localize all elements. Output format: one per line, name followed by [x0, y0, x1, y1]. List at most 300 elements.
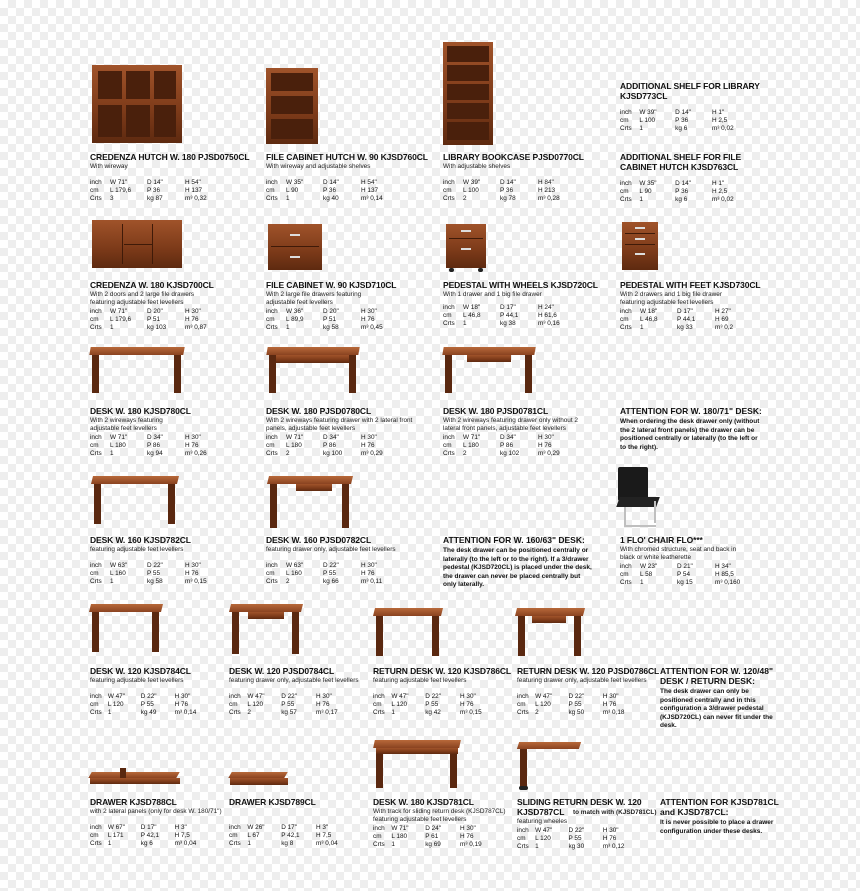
spec-cell: inch	[266, 179, 278, 186]
spec-cell: inch	[620, 308, 632, 315]
spec-cell: L 179,6	[110, 187, 132, 194]
product-title: SLIDING RETURN DESK W. 120 KJSD787CL	[517, 797, 642, 817]
file-cabinet-hutch-image	[266, 68, 318, 144]
spec-cell: inch	[266, 308, 278, 315]
product-title: DESK W. 180 KJSD780CL	[90, 406, 191, 416]
product-desc: With wireway and adjustable shelves	[266, 163, 371, 170]
note-title: ATTENTION FOR KJSD781CL and KJSD787CL:	[660, 797, 779, 817]
product-title: DRAWER KJSD788CL	[90, 797, 177, 807]
spec-cell: kg 57	[281, 709, 297, 716]
spec-cell: cm	[90, 187, 99, 194]
spec-cell: inch	[620, 109, 632, 116]
spec-cell: Crts	[373, 709, 385, 716]
spec-cell: inch	[90, 693, 102, 700]
product-desk-120-kjsd784	[90, 666, 228, 717]
spec-cell: W 47"	[391, 693, 409, 700]
spec-cell: D 14"	[500, 179, 516, 186]
spec-table	[266, 562, 436, 586]
spec-cell: 3	[110, 195, 114, 202]
spec-cell: H 24"	[538, 304, 554, 311]
spec-cell: H 3"	[316, 824, 329, 831]
spec-cell: D 14"	[675, 180, 691, 187]
spec-cell: W 67"	[107, 824, 125, 831]
spec-cell: D 22"	[323, 562, 339, 569]
spec-cell: H 76	[538, 442, 552, 449]
spec-cell: 1	[107, 840, 112, 847]
spec-cell: cm	[90, 442, 99, 449]
spec-cell: P 86	[147, 442, 161, 449]
spec-cell: H 1"	[711, 180, 725, 187]
spec-cell: m³ 0,14	[361, 195, 383, 202]
spec-cell: W 71"	[286, 434, 304, 441]
product-title: DESK W. 180 KJSD781CL	[373, 797, 474, 807]
spec-cell: kg 103	[147, 324, 167, 331]
product-return-desk-kjsd786	[373, 666, 515, 717]
library-bookcase-image	[443, 42, 493, 145]
spec-cell: Crts	[266, 450, 278, 457]
spec-cell: 2	[286, 578, 290, 585]
spec-cell: W 23"	[640, 563, 658, 570]
note-body: It is never possible to place a drawer configuration under these desks.	[660, 819, 774, 835]
product-desc: With 2 wireways featuring adjustable feet levellers	[90, 417, 163, 432]
spec-cell: m³ 0,11	[361, 578, 383, 585]
spec-cell: inch	[90, 308, 102, 315]
note-title: ATTENTION FOR W. 120/48" DESK / RETURN DESK:	[660, 666, 773, 686]
spec-cell: L 120	[247, 701, 264, 708]
spec-cell: inch	[517, 827, 529, 834]
return-desk-pjsd0786-image	[516, 608, 584, 658]
product-pedestal-feet	[620, 280, 790, 332]
spec-cell: Crts	[90, 450, 102, 457]
spec-cell: kg 49	[140, 709, 157, 716]
spec-cell: kg 94	[147, 450, 163, 457]
spec-cell: Crts	[517, 843, 529, 850]
spec-cell: Crts	[517, 709, 529, 716]
spec-cell: L 100	[639, 117, 656, 124]
note-title: ATTENTION FOR W. 160/63" DESK:	[443, 535, 585, 545]
product-desk-120-pjsd0784	[229, 666, 371, 717]
spec-cell: cm	[90, 570, 99, 577]
spec-cell: H 2,5	[711, 188, 728, 195]
desk-180-pjsd0781-image	[443, 347, 535, 395]
spec-cell: H 30"	[602, 693, 619, 700]
spec-cell: 2	[247, 709, 251, 716]
spec-cell: kg 8	[281, 840, 294, 847]
spec-cell: m³ 0,17	[316, 709, 338, 716]
spec-cell: m³ 0,14	[174, 709, 197, 716]
spec-cell: H 30"	[361, 434, 377, 441]
spec-cell: Crts	[229, 709, 241, 716]
spec-cell: inch	[229, 824, 241, 831]
product-credenza-hutch	[90, 152, 260, 203]
spec-cell: W 47"	[535, 693, 553, 700]
product-title: CREDENZA HUTCH W. 180 PJSD0750CL	[90, 152, 250, 162]
spec-table	[517, 827, 657, 851]
product-desc: With track for sliding return desk (KJSD787CL) featuring adjustable feet levellers	[373, 808, 506, 823]
spec-table	[373, 825, 515, 849]
spec-cell: inch	[517, 693, 529, 700]
spec-cell: m³ 0,26	[185, 450, 207, 457]
product-desc: With 2 doors and 2 large file drawers featuring adjustable feet levellers	[90, 291, 195, 306]
spec-cell: kg 58	[323, 324, 339, 331]
spec-cell: 1	[640, 324, 644, 331]
spec-cell: inch	[90, 562, 102, 569]
spec-table	[90, 562, 260, 586]
spec-table	[229, 693, 371, 717]
spec-cell: D 24"	[425, 825, 441, 832]
spec-cell: W 39"	[639, 109, 657, 116]
spec-cell: m³ 0,87	[185, 324, 207, 331]
spec-cell: Crts	[266, 578, 278, 585]
spec-cell: Crts	[266, 324, 278, 331]
spec-cell: L 171	[107, 832, 124, 839]
spec-cell: D 22"	[568, 693, 585, 700]
spec-cell: D 14"	[147, 179, 163, 186]
note-body: The desk drawer can only be positioned centrally and in this configuration a 3/drawer pedestal (KJSD720CL) can never fit under the desk.	[660, 688, 773, 729]
spec-cell: L 180	[286, 442, 302, 449]
spec-cell: Crts	[90, 709, 102, 716]
product-title-suffix: to match with (KJSD781CL)	[573, 809, 657, 816]
spec-cell: L 120	[107, 701, 124, 708]
spec-cell: kg 58	[147, 578, 163, 585]
spec-cell: Crts	[620, 196, 632, 203]
spec-cell: cm	[443, 187, 452, 194]
spec-cell: m³ 0,04	[316, 840, 338, 847]
spec-cell: H 30"	[361, 308, 377, 315]
spec-cell: D 14"	[675, 109, 691, 116]
spec-cell: L 120	[535, 835, 551, 842]
spec-cell: inch	[443, 179, 455, 186]
spec-cell: kg 33	[677, 324, 693, 331]
spec-cell: H 61,6	[538, 312, 557, 319]
product-desc: featuring adjustable feet levellers	[90, 546, 184, 553]
spec-cell: kg 102	[500, 450, 520, 457]
spec-cell: W 18"	[640, 308, 658, 315]
product-title: CREDENZA W. 180 KJSD700CL	[90, 280, 214, 290]
spec-cell: H 30"	[316, 693, 332, 700]
product-title: DRAWER KJSD789CL	[229, 797, 316, 807]
spec-table	[229, 824, 371, 848]
product-file-cabinet-hutch	[266, 152, 436, 203]
spec-table	[90, 693, 228, 717]
product-additional-shelf-file	[620, 152, 770, 204]
spec-cell: H 54"	[361, 179, 377, 186]
spec-table	[620, 563, 790, 587]
product-title: DESK W. 120 KJSD784CL	[90, 666, 191, 676]
spec-cell: 1	[110, 450, 114, 457]
product-flo-chair	[620, 535, 790, 587]
spec-cell: H 7,5	[174, 832, 190, 839]
spec-cell: inch	[443, 434, 455, 441]
spec-cell: 2	[463, 195, 467, 202]
product-title: LIBRARY BOOKCASE PJSD0770CL	[443, 152, 584, 162]
spec-cell: cm	[229, 832, 238, 839]
product-desc: featuring wheeles	[517, 818, 568, 825]
spec-cell: P 55	[147, 570, 161, 577]
spec-cell: D 21"	[677, 563, 693, 570]
spec-cell: H 30"	[361, 562, 377, 569]
desk-180-kjsd780-image	[90, 347, 184, 395]
desk-160-kjsd782-image	[92, 476, 178, 526]
spec-cell: m³ 0,29	[538, 450, 560, 457]
spec-cell: cm	[90, 832, 99, 839]
spec-cell: W 47"	[247, 693, 265, 700]
spec-cell: cm	[266, 570, 275, 577]
spec-cell: H 76	[460, 833, 474, 840]
product-title: ADDITIONAL SHELF FOR LIBRARY KJSD773CL	[620, 81, 760, 101]
spec-cell: W 47"	[535, 827, 553, 834]
product-title: RETURN DESK W. 120 KJSD786CL	[373, 666, 511, 676]
product-title: DESK W. 180 PJSD0780CL	[266, 406, 372, 416]
spec-cell: inch	[266, 562, 278, 569]
note-kjsd781	[660, 797, 780, 836]
spec-cell: kg 69	[425, 841, 441, 848]
spec-cell: cm	[266, 316, 275, 323]
spec-cell: D 20"	[323, 308, 339, 315]
credenza-image	[92, 220, 182, 270]
spec-cell: W 63"	[286, 562, 304, 569]
spec-cell: H 27"	[715, 308, 731, 315]
spec-cell: H 76	[174, 701, 189, 708]
spec-cell: cm	[620, 316, 629, 323]
product-title: DESK W. 120 PJSD0784CL	[229, 666, 335, 676]
spec-cell: inch	[266, 434, 278, 441]
spec-cell: 2	[535, 709, 539, 716]
spec-cell: m³ 0,02	[711, 196, 734, 203]
spec-cell: Crts	[620, 579, 632, 586]
product-desk-160-pjsd0782	[266, 535, 436, 586]
spec-cell: P 54	[677, 571, 691, 578]
spec-cell: D 34"	[147, 434, 163, 441]
spec-table	[373, 693, 515, 717]
spec-cell: D 17"	[281, 824, 297, 831]
spec-cell: L 67	[247, 832, 260, 839]
spec-cell: m³ 0,2	[715, 324, 734, 331]
spec-cell: H 84"	[538, 179, 554, 186]
spec-table	[90, 179, 260, 203]
spec-cell: cm	[229, 701, 238, 708]
spec-cell: P 36	[500, 187, 514, 194]
spec-cell: H 213	[538, 187, 556, 194]
spec-cell: kg 40	[323, 195, 339, 202]
return-desk-kjsd786-image	[374, 608, 442, 658]
spec-cell: P 36	[147, 187, 161, 194]
spec-cell: W 71"	[110, 308, 128, 315]
spec-table	[90, 824, 228, 848]
product-drawer-kjsd789	[229, 797, 371, 848]
desk-180-kjsd781-image	[374, 740, 460, 790]
pedestal-feet-image	[622, 222, 658, 272]
product-desc: With 2 drawers and 1 big file drawer featuring adjustable feet levellers	[620, 291, 722, 306]
spec-cell: H 69	[715, 316, 729, 323]
spec-cell: H 30"	[185, 434, 201, 441]
spec-cell: P 36	[675, 188, 689, 195]
spec-cell: D 22"	[568, 827, 585, 834]
spec-cell: H 137	[185, 187, 203, 194]
spec-cell: m³ 0,04	[174, 840, 197, 847]
product-title: PEDESTAL WITH FEET KJSD730CL	[620, 280, 761, 290]
spec-cell: cm	[620, 571, 629, 578]
spec-cell: inch	[373, 693, 385, 700]
spec-cell: Crts	[229, 840, 241, 847]
spec-cell: L 46,8	[463, 312, 481, 319]
spec-cell: m³ 0,19	[460, 841, 482, 848]
spec-cell: P 42,1	[281, 832, 300, 839]
spec-cell: H 30"	[460, 825, 476, 832]
product-title: DESK W. 180 PJSD0781CL	[443, 406, 549, 416]
product-file-cabinet	[266, 280, 436, 332]
spec-cell: H 76	[460, 701, 474, 708]
spec-cell: 1	[286, 324, 290, 331]
product-title: ADDITIONAL SHELF FOR FILE CABINET HUTCH KJSD763CL	[620, 152, 742, 172]
product-title: DESK W. 160 KJSD782CL	[90, 535, 191, 545]
desk-180-pjsd0780-image	[267, 347, 359, 395]
product-sliding-return	[517, 797, 657, 851]
spec-cell: cm	[266, 187, 275, 194]
spec-table	[620, 180, 770, 204]
spec-cell: P 55	[568, 701, 582, 708]
spec-cell: Crts	[620, 125, 632, 132]
spec-cell: m³ 0,18	[602, 709, 625, 716]
note-w180	[620, 406, 765, 452]
spec-cell: 1	[391, 709, 395, 716]
product-desc: With adjustable shelves	[443, 163, 511, 170]
spec-cell: 1	[110, 324, 114, 331]
spec-cell: P 55	[140, 701, 154, 708]
spec-cell: cm	[620, 188, 629, 195]
spec-cell: D 20"	[147, 308, 163, 315]
spec-cell: inch	[620, 563, 632, 570]
note-w160	[443, 535, 593, 590]
spec-cell: inch	[90, 434, 102, 441]
spec-cell: H 30"	[460, 693, 476, 700]
spec-cell: kg 6	[140, 840, 153, 847]
spec-cell: W 39"	[463, 179, 481, 186]
spec-cell: L 90	[286, 187, 299, 194]
product-title: DESK W. 160 PJSD0782CL	[266, 535, 372, 545]
spec-cell: D 22"	[140, 693, 157, 700]
spec-cell: H 30"	[185, 308, 201, 315]
spec-table	[443, 179, 613, 203]
product-desc: With 1 drawer and 1 big file drawer	[443, 291, 542, 298]
spec-cell: m³ 0,45	[361, 324, 383, 331]
spec-cell: W 35"	[286, 179, 304, 186]
spec-cell: L 89,9	[286, 316, 304, 323]
spec-cell: H 2,5	[711, 117, 728, 124]
spec-cell: kg 100	[323, 450, 343, 457]
spec-table	[443, 304, 613, 328]
spec-cell: kg 87	[147, 195, 163, 202]
spec-cell: inch	[443, 304, 455, 311]
spec-cell: inch	[90, 824, 102, 831]
product-title: FILE CABINET HUTCH W. 90 KJSD760CL	[266, 152, 428, 162]
spec-table	[443, 434, 613, 458]
sliding-return-image	[518, 742, 580, 790]
spec-cell: cm	[517, 701, 526, 708]
spec-cell: kg 42	[425, 709, 441, 716]
spec-cell: H 76	[361, 570, 375, 577]
spec-cell: D 17"	[500, 304, 516, 311]
spec-cell: P 44,1	[677, 316, 696, 323]
spec-cell: P 86	[500, 442, 514, 449]
spec-cell: kg 6	[675, 125, 688, 132]
spec-table	[266, 434, 436, 458]
spec-cell: P 51	[147, 316, 161, 323]
product-desc: With wireway	[90, 163, 128, 170]
spec-table	[90, 434, 260, 458]
spec-cell: P 55	[568, 835, 582, 842]
spec-cell: P 44,1	[500, 312, 519, 319]
spec-cell: H 7,5	[316, 832, 332, 839]
spec-cell: D 22"	[281, 693, 297, 700]
product-title: PEDESTAL WITH WHEELS KJSD720CL	[443, 280, 598, 290]
spec-cell: H 3"	[174, 824, 187, 831]
product-title: 1 FLO' CHAIR FLO***	[620, 535, 703, 545]
spec-cell: W 63"	[110, 562, 128, 569]
spec-cell: H 76	[602, 701, 617, 708]
spec-cell: 1	[286, 195, 290, 202]
spec-cell: cm	[443, 442, 452, 449]
note-body: When ordering the desk drawer only (without the 2 lateral front panels) the drawer can be positioned centrally or laterally (to the left or to the right).	[620, 418, 760, 451]
flo-chair-image	[616, 467, 664, 529]
spec-cell: Crts	[443, 450, 455, 457]
product-return-desk-pjsd0786	[517, 666, 660, 717]
spec-table	[90, 308, 260, 332]
spec-cell: L 180	[463, 442, 479, 449]
spec-cell: D 34"	[500, 434, 516, 441]
spec-cell: 2	[463, 450, 467, 457]
spec-cell: cm	[443, 312, 452, 319]
spec-cell: inch	[620, 180, 632, 187]
spec-cell: P 55	[425, 701, 439, 708]
file-cabinet-image	[268, 224, 322, 272]
spec-cell: W 18"	[463, 304, 481, 311]
spec-cell: Crts	[443, 195, 455, 202]
product-desc: With 2 wireways featuring drawer only without 2 lateral front panels, adjustable feet levellers	[443, 417, 578, 432]
product-title: FILE CABINET W. 90 KJSD710CL	[266, 280, 397, 290]
product-desk-160-kjsd782	[90, 535, 260, 586]
spec-cell: Crts	[443, 320, 455, 327]
spec-cell: L 179,6	[110, 316, 132, 323]
spec-cell: P 51	[323, 316, 337, 323]
product-desc: With chromed structure, seat and back in black or white leatherette	[620, 546, 737, 561]
spec-cell: inch	[90, 179, 102, 186]
product-drawer-kjsd788	[90, 797, 228, 848]
spec-cell: L 46,8	[640, 316, 658, 323]
spec-cell: L 90	[639, 188, 652, 195]
spec-table	[620, 308, 790, 332]
product-desc: featuring drawer only, adjustable feet levellers	[229, 677, 359, 684]
product-desc: featuring adjustable feet levellers	[90, 677, 184, 684]
note-title: ATTENTION FOR W. 180/71" DESK:	[620, 406, 762, 416]
spec-cell: Crts	[266, 195, 278, 202]
desk-120-pjsd0784-image	[230, 604, 302, 656]
spec-cell: H 76	[185, 442, 199, 449]
spec-cell: H 76	[316, 701, 330, 708]
desk-160-pjsd0782-image	[268, 476, 352, 530]
spec-cell: H 34"	[715, 563, 731, 570]
spec-cell: D 34"	[323, 434, 339, 441]
spec-table	[266, 179, 436, 203]
product-desc: With 2 wireways featuring drawer with 2 lateral front panels, adjustable feet levellers	[266, 417, 413, 432]
spec-cell: cm	[517, 835, 526, 842]
product-desc: featuring drawer only, adjustable feet levellers	[517, 677, 647, 684]
spec-cell: H 85,5	[715, 571, 734, 578]
pedestal-wheels-image	[446, 224, 486, 272]
spec-cell: 1	[639, 196, 643, 203]
spec-cell: inch	[373, 825, 385, 832]
spec-cell: m³ 0,12	[602, 843, 625, 850]
